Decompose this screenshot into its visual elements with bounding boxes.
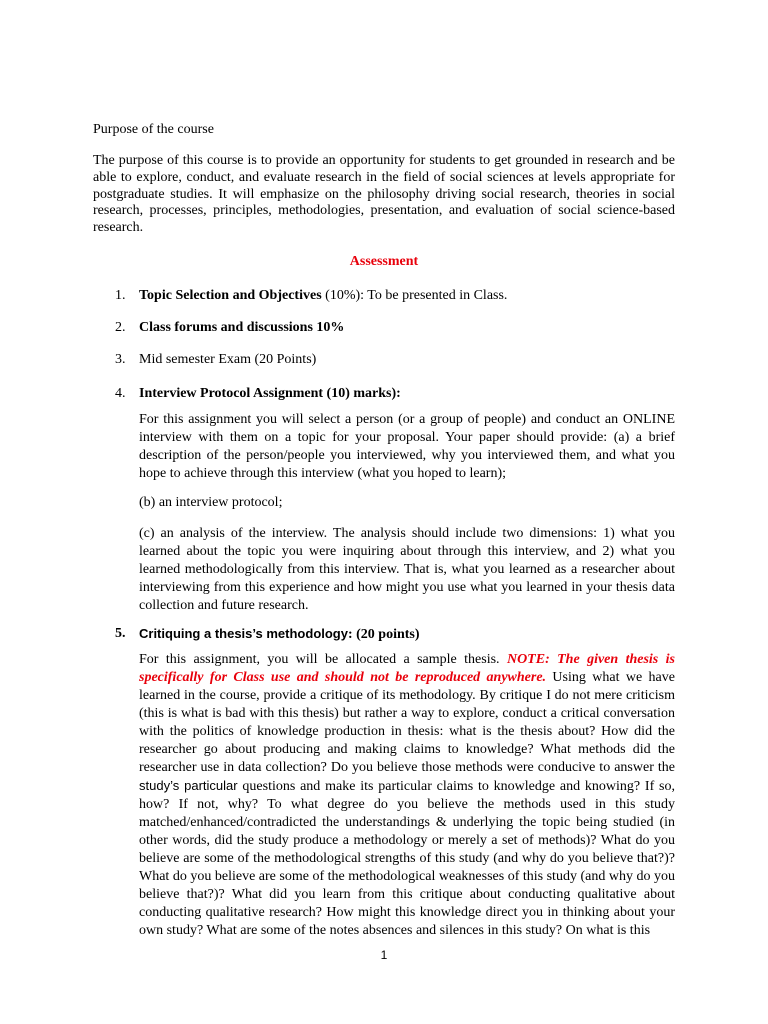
list-item-title: Class forums and discussions 10% — [139, 320, 345, 335]
list-number: 1. — [115, 288, 126, 303]
critique-text-part2: Using what we have learned in the course, provide a critique of its methodology. By critique I do not mere criticism (this is what is bad with this thesis) but rather a way to explore, conduct a critical conversation with the politics of knowledge production in thesis: what is the thesis about? How did the researcher go about producing and making claims to knowledge? What methods did the researcher use in data collection? Do you believe those methods were conducive to answer the — [139, 670, 675, 775]
list-item-class-forums — [139, 320, 344, 336]
assessment-title: Assessment — [349, 254, 419, 269]
list-item-detail: (10%): To be presented in Class. — [321, 288, 508, 303]
list-item-interview-protocol — [139, 386, 401, 402]
list-item-thesis-critique — [139, 626, 420, 643]
interview-paragraph-b: (b) an interview protocol; — [139, 495, 283, 510]
list-item-detail: : (20 points) — [347, 627, 420, 642]
list-number: 3. — [115, 352, 126, 367]
list-item-title: Critiquing a thesis’s methodology — [139, 626, 348, 641]
list-item-title: Interview Protocol Assignment (10) marks): — [139, 386, 401, 401]
list-number: 5. — [115, 626, 126, 641]
critique-text-part3: questions and make its particular claims to knowledge and knowing? If so, how? If not, why? To what degree do you believe the methods used in this study matched/enhanced/contradicted the understandings & underlying the topic being studied (in other words, did the study produce a methodology or merely a set of methods)? What do you believe are some of the methodological strengths of this study (and why do you believe that?)? What do you believe are some of the methodological weaknesses of this study (and why do you believe that?)? What did you learn from this critique about conducting qualitative about conducting qualitative research? How might this knowledge direct you in thinking about your own study? What are some of the notes absences and silences in this study? On what is this — [139, 779, 675, 938]
interview-paragraph-a: For this assignment you will select a person (or a group of people) and conduct an ONLINE interview with them on a topic for your proposal. Your paper should provide: (a) a brief description of the person/people you interviewed, why you interviewed them, and what you hope to achieve through this interview (what you hoped to learn); — [139, 412, 675, 481]
page-number: 1 — [380, 948, 388, 962]
intro-paragraph: The purpose of this course is to provide an opportunity for students to get grounded in research and be able to explore, conduct, and evaluate research in the field of social sciences at levels appropriate for postgraduate studies. It will emphasize on the philosophy driving social research, theories in social research, processes, principles, methodologies, presentation, and evaluation of social science-based research. — [93, 153, 675, 236]
list-item-title: Topic Selection and Objectives — [139, 288, 322, 303]
critique-sans-phrase: study’s particular — [139, 778, 238, 793]
section-heading: Purpose of the course — [93, 122, 214, 137]
list-item-topic-selection — [139, 288, 507, 304]
note-warning: NOTE: The given thesis is specifically for Class use and should not be reproduced anywhere. — [139, 652, 675, 685]
critique-text-part1: For this assignment, you will be allocated a sample thesis. — [139, 652, 507, 667]
interview-paragraph-c: (c) an analysis of the interview. The analysis should include two dimensions: 1) what you learned about the topic you were inquiring about through this interview, and 2) what you learned methodologically from this interview. That is, what you learned as a researcher about interviewing from this experience and how might you use what you learned in your thesis data collection and future research. — [139, 526, 675, 613]
critique-paragraph — [139, 651, 675, 940]
list-number: 2. — [115, 320, 126, 335]
list-number: 4. — [115, 386, 126, 401]
list-item-mid-semester: Mid semester Exam (20 Points) — [139, 352, 317, 367]
